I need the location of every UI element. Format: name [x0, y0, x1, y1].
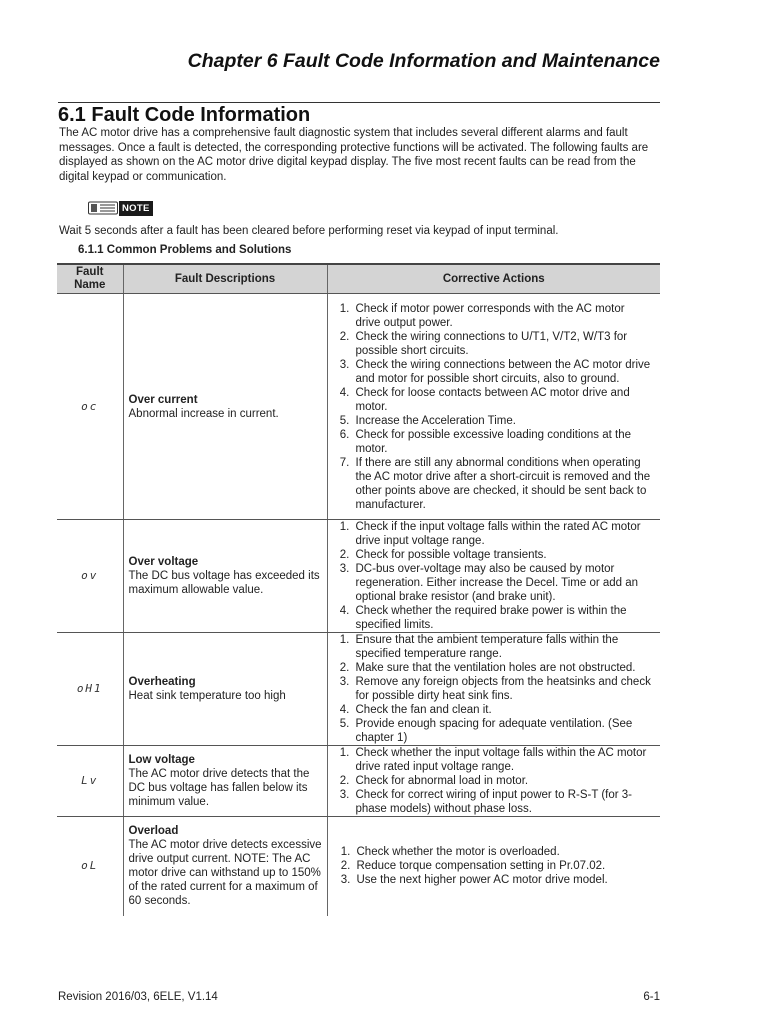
- corrective-actions: [327, 520, 660, 633]
- intro-paragraph: The AC motor drive has a comprehensive fault diagnostic system that includes several different alarms and fault messages. Once a fault is detected, the corresponding protective functions will be activated. The following faults are displayed as shown on the AC motor drive digital keypad display. The five most recent faults can be read from the digital keypad or communication.: [59, 127, 649, 183]
- action-item: 3. Check the wiring connections between the AC motor drive and motor for possible short circuits, also to ground.: [353, 358, 653, 386]
- fault-title: Low voltage: [128, 754, 195, 766]
- fault-code: oL: [57, 817, 123, 916]
- action-item: 6. Check for possible excessive loading conditions at the motor.: [353, 428, 653, 456]
- action-item: 2. Check the wiring connections to U/T1, V/T2, W/T3 for possible short circuits.: [353, 330, 653, 358]
- table-row: [57, 633, 660, 746]
- fault-description-text: Abnormal increase in current.: [128, 407, 279, 420]
- subsection-title: 6.1.1 Common Problems and Solutions: [78, 244, 292, 256]
- action-item: 2. Check for possible voltage transients.: [353, 548, 653, 562]
- fault-title: Over voltage: [128, 556, 199, 568]
- header-fault-name: Fault Name: [57, 264, 123, 294]
- fault-code: Lv: [57, 746, 123, 817]
- action-item: 1. Check if the input voltage falls within the rated AC motor drive input voltage range.: [353, 520, 653, 548]
- fault-description: [123, 294, 327, 520]
- fault-description-text: The AC motor drive detects that the DC bus voltage has fallen below its minimum value.: [128, 768, 310, 808]
- fault-description: [123, 520, 327, 633]
- chapter-title: Chapter 6 Fault Code Information and Maintenance: [187, 50, 660, 72]
- note-text: Wait 5 seconds after a fault has been cleared before performing reset via keypad of input terminal.: [59, 225, 559, 237]
- fault-description: [123, 817, 327, 916]
- fault-table: [57, 263, 660, 916]
- header-corrective-actions: Corrective Actions: [327, 264, 660, 294]
- action-item: 1. Ensure that the ambient temperature falls within the specified temperature range.: [353, 633, 653, 661]
- action-item: 3. Remove any foreign objects from the heatsinks and check for possible dirty heat sink fins.: [353, 675, 653, 703]
- fault-code: oH1: [57, 633, 123, 746]
- action-item: 3. Use the next higher power AC motor drive model.: [354, 873, 653, 887]
- action-item: 5. Increase the Acceleration Time.: [353, 414, 653, 428]
- fault-description-text: The DC bus voltage has exceeded its maximum allowable value.: [128, 570, 320, 596]
- section-title: 6.1 Fault Code Information: [58, 102, 660, 127]
- note-icon: [88, 201, 118, 215]
- fault-description: [123, 633, 327, 746]
- fault-description: [123, 746, 327, 817]
- action-item: 1. Check if motor power corresponds with the AC motor drive output power.: [353, 302, 653, 330]
- action-item: 2. Reduce torque compensation setting in Pr.07.02.: [354, 859, 653, 873]
- table-row: [57, 294, 660, 520]
- action-item: 4. Check for loose contacts between AC motor drive and motor.: [353, 386, 653, 414]
- table-row: [57, 746, 660, 817]
- action-item: 7. If there are still any abnormal conditions when operating the AC motor drive after a short-circuit is removed and the other points above are checked, it should be sent back to manufacturer.: [353, 456, 653, 512]
- action-item: 3. DC-bus over-voltage may also be caused by motor regeneration. Either increase the Decel. Time or add an optional brake resistor (and brake unit).: [353, 562, 653, 604]
- footer-revision: Revision 2016/03, 6ELE, V1.14: [58, 991, 218, 1003]
- action-item: 4. Check the fan and clean it.: [353, 703, 653, 717]
- table-row: [57, 817, 660, 916]
- note-badge: [88, 200, 153, 216]
- action-item: 5. Provide enough spacing for adequate ventilation. (See chapter 1): [353, 717, 653, 745]
- table-row: [57, 520, 660, 633]
- fault-title: Overload: [128, 825, 179, 838]
- header-fault-descriptions: Fault Descriptions: [123, 264, 327, 294]
- fault-description-text: Heat sink temperature too high: [128, 690, 286, 702]
- corrective-actions: [327, 746, 660, 817]
- action-item: 2. Check for abnormal load in motor.: [353, 774, 653, 788]
- note-label: NOTE: [119, 201, 153, 216]
- action-item: 2. Make sure that the ventilation holes are not obstructed.: [353, 661, 653, 675]
- fault-description-text: The AC motor drive detects excessive drive output current. NOTE: The AC motor drive can withstand up to 150% of the rated current for a maximum of 60 seconds.: [128, 839, 322, 908]
- corrective-actions: [327, 294, 660, 520]
- action-item: 1. Check whether the input voltage falls within the AC motor drive rated input voltage range.: [353, 746, 653, 774]
- corrective-actions: [327, 633, 660, 746]
- fault-title: Over current: [128, 393, 198, 406]
- fault-title: Overheating: [128, 676, 196, 688]
- footer-page-number: 6-1: [643, 991, 660, 1003]
- table-header-row: [57, 264, 660, 294]
- fault-code: ov: [57, 520, 123, 633]
- action-item: 4. Check whether the required brake power is within the specified limits.: [353, 604, 653, 632]
- fault-code: oc: [57, 294, 123, 520]
- action-item: 1. Check whether the motor is overloaded.: [354, 845, 653, 859]
- action-item: 3. Check for correct wiring of input power to R-S-T (for 3-phase models) without phase loss.: [353, 788, 653, 816]
- corrective-actions: [327, 817, 660, 916]
